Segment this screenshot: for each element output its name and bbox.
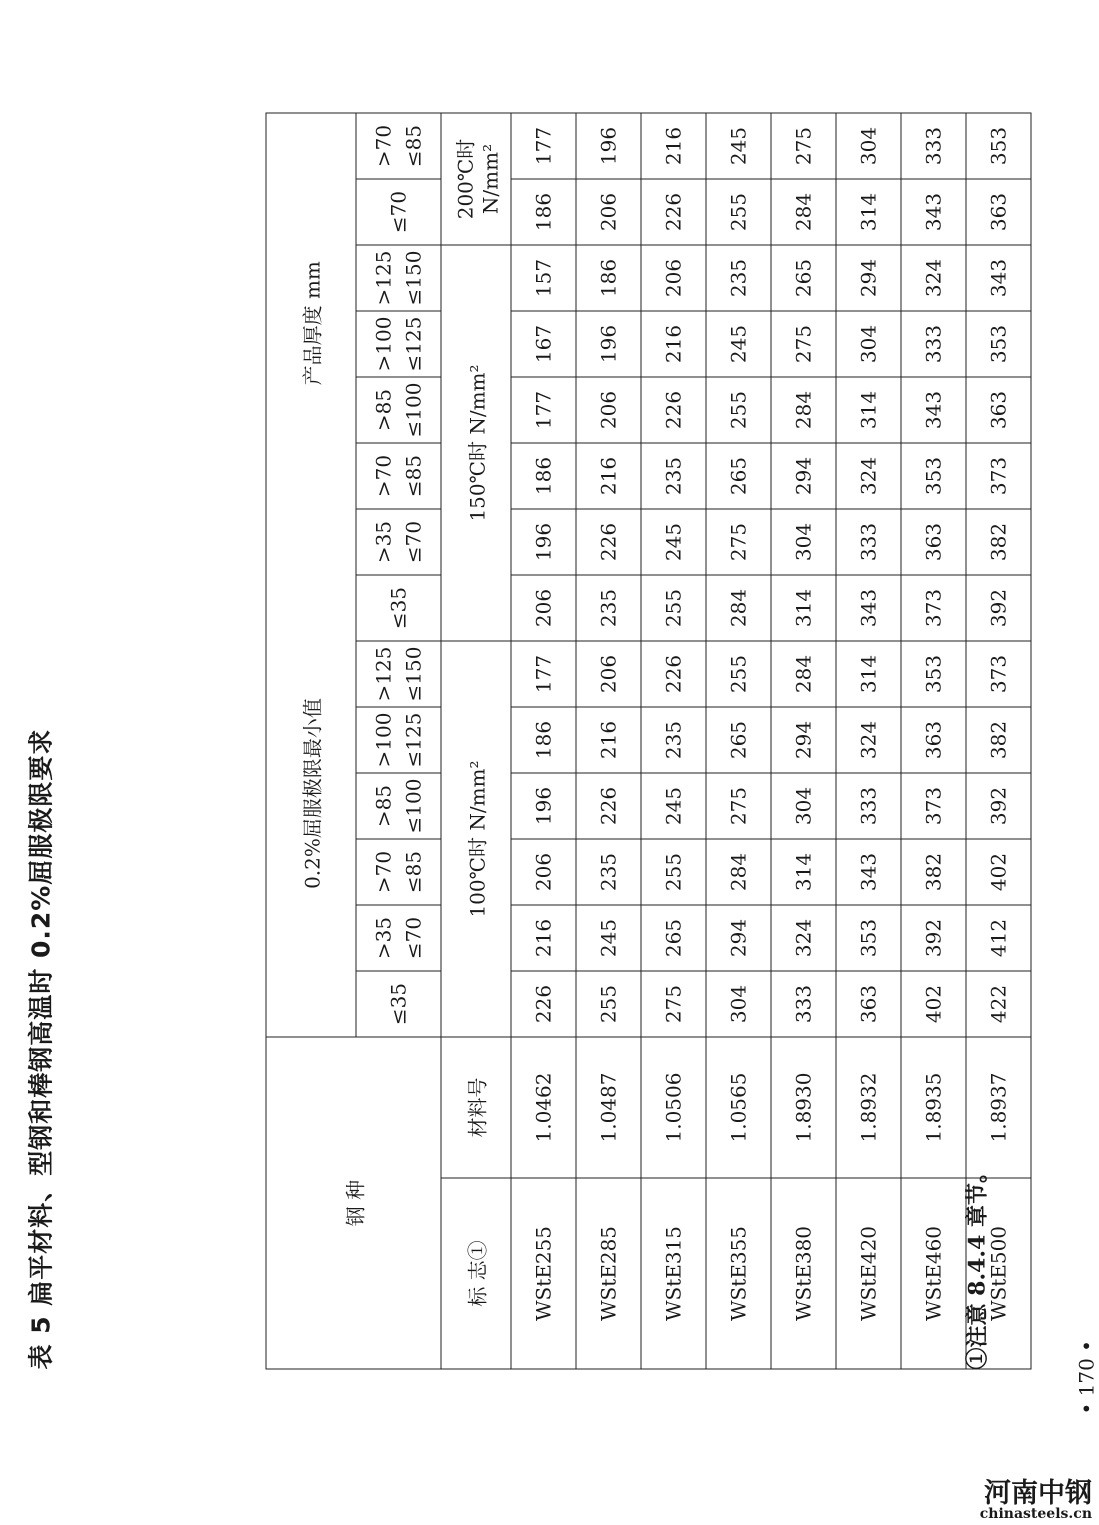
mark-cell: WStE285 xyxy=(576,1178,641,1369)
value-cell: 294 xyxy=(706,905,771,971)
value-cell: 196 xyxy=(511,773,576,839)
thickness-range-line: ≤85 xyxy=(401,850,426,894)
footnote: ①注意 8.4.4 章节。 xyxy=(964,1160,991,1370)
thickness-range-line: >85 xyxy=(371,784,396,828)
thickness-main-header xyxy=(266,113,356,1037)
value-cell: 304 xyxy=(836,113,901,179)
value-cell: 314 xyxy=(836,377,901,443)
value-cell: 324 xyxy=(771,905,836,971)
value-cell: 304 xyxy=(706,971,771,1037)
value-cell: 353 xyxy=(966,311,1031,377)
yield-min-label: 0.2%屈服极限最小值 xyxy=(300,698,325,889)
value-cell: 206 xyxy=(576,179,641,245)
thickness-range-line: ≤85 xyxy=(401,454,426,498)
table-row xyxy=(576,113,641,1369)
thickness-range-line: >70 xyxy=(371,124,396,168)
value-cell: 235 xyxy=(641,707,706,773)
value-cell: 402 xyxy=(901,971,966,1037)
temp-100-header: 100℃时 N/mm² xyxy=(441,641,511,1037)
thickness-range-line: ≤125 xyxy=(401,316,426,372)
value-cell: 177 xyxy=(511,377,576,443)
value-cell: 314 xyxy=(836,641,901,707)
value-cell: 196 xyxy=(511,509,576,575)
value-cell: 177 xyxy=(511,641,576,707)
thickness-range-cell xyxy=(356,443,441,509)
value-cell: 186 xyxy=(576,245,641,311)
mark-cell: WStE460 xyxy=(901,1178,966,1369)
value-cell: 235 xyxy=(576,839,641,905)
value-cell: 216 xyxy=(576,707,641,773)
value-cell: 235 xyxy=(576,575,641,641)
table-row xyxy=(706,113,771,1369)
mark-cell: WStE255 xyxy=(511,1178,576,1369)
mark-header: 标 志① xyxy=(441,1178,511,1369)
material-no-header: 材料号 xyxy=(441,1037,511,1178)
value-cell: 226 xyxy=(641,641,706,707)
table-row xyxy=(836,113,901,1369)
material-no-cell: 1.8937 xyxy=(966,1037,1031,1178)
material-no-cell: 1.0506 xyxy=(641,1037,706,1178)
value-cell: 186 xyxy=(511,443,576,509)
thickness-range-line: >35 xyxy=(371,520,396,564)
thickness-range-cell xyxy=(356,245,441,311)
value-cell: 304 xyxy=(771,773,836,839)
value-cell: 245 xyxy=(706,113,771,179)
value-cell: 382 xyxy=(966,509,1031,575)
value-cell: 216 xyxy=(511,905,576,971)
value-cell: 373 xyxy=(901,773,966,839)
value-cell: 255 xyxy=(641,575,706,641)
value-cell: 284 xyxy=(771,641,836,707)
thickness-range-line: >85 xyxy=(371,388,396,432)
value-cell: 265 xyxy=(771,245,836,311)
value-cell: 196 xyxy=(576,311,641,377)
value-cell: 324 xyxy=(836,707,901,773)
value-cell: 206 xyxy=(511,839,576,905)
thickness-range-line: ≤150 xyxy=(401,250,426,306)
value-cell: 206 xyxy=(576,641,641,707)
value-cell: 363 xyxy=(901,509,966,575)
value-cell: 275 xyxy=(771,113,836,179)
value-cell: 186 xyxy=(511,179,576,245)
value-cell: 382 xyxy=(901,839,966,905)
value-cell: 353 xyxy=(901,443,966,509)
steel-grade-header: 钢 种 xyxy=(266,1037,441,1369)
temp-200-header: 200℃时 N/mm² xyxy=(441,113,511,245)
mark-cell: WStE315 xyxy=(641,1178,706,1369)
temp-150-header: 150℃时 N/mm² xyxy=(441,245,511,641)
value-cell: 363 xyxy=(966,377,1031,443)
value-cell: 392 xyxy=(966,773,1031,839)
value-cell: 343 xyxy=(836,839,901,905)
value-cell: 412 xyxy=(966,905,1031,971)
thickness-range-line: ≤70 xyxy=(401,520,426,564)
value-cell: 314 xyxy=(771,839,836,905)
mark-cell: WStE500 xyxy=(966,1178,1031,1369)
value-cell: 275 xyxy=(706,773,771,839)
value-cell: 206 xyxy=(511,575,576,641)
value-cell: 245 xyxy=(641,773,706,839)
thickness-range-line: ≤100 xyxy=(401,778,426,834)
value-cell: 245 xyxy=(706,311,771,377)
value-cell: 265 xyxy=(641,905,706,971)
thickness-range-line: ≤35 xyxy=(386,982,411,1026)
table-row xyxy=(511,113,576,1369)
thickness-range-line: >70 xyxy=(371,454,396,498)
mark-cell: WStE380 xyxy=(771,1178,836,1369)
value-cell: 275 xyxy=(641,971,706,1037)
value-cell: 235 xyxy=(641,443,706,509)
thickness-range-cell xyxy=(356,971,441,1037)
thickness-range-line: >70 xyxy=(371,850,396,894)
thickness-range-line: >35 xyxy=(371,916,396,960)
thickness-range-line: ≤70 xyxy=(401,916,426,960)
value-cell: 206 xyxy=(641,245,706,311)
thickness-range-cell xyxy=(356,839,441,905)
table-title: 表 5 扁平材料、型钢和棒钢高温时 0.2%屈服极限要求 xyxy=(26,728,56,1370)
value-cell: 186 xyxy=(511,707,576,773)
table-row xyxy=(901,113,966,1369)
value-cell: 343 xyxy=(901,377,966,443)
thickness-range-cell xyxy=(356,377,441,443)
table-row xyxy=(641,113,706,1369)
value-cell: 226 xyxy=(576,509,641,575)
value-cell: 245 xyxy=(576,905,641,971)
value-cell: 294 xyxy=(836,245,901,311)
value-cell: 226 xyxy=(641,377,706,443)
value-cell: 382 xyxy=(966,707,1031,773)
value-cell: 265 xyxy=(706,707,771,773)
material-no-cell: 1.0462 xyxy=(511,1037,576,1178)
thickness-range-line: >100 xyxy=(371,712,396,768)
material-no-cell: 1.0487 xyxy=(576,1037,641,1178)
thickness-range-line: >125 xyxy=(371,250,396,306)
table-row xyxy=(771,113,836,1369)
value-cell: 255 xyxy=(641,839,706,905)
material-no-cell: 1.0565 xyxy=(706,1037,771,1178)
value-cell: 343 xyxy=(901,179,966,245)
value-cell: 255 xyxy=(706,179,771,245)
value-cell: 314 xyxy=(771,575,836,641)
value-cell: 157 xyxy=(511,245,576,311)
value-cell: 196 xyxy=(576,113,641,179)
value-cell: 216 xyxy=(576,443,641,509)
thickness-range-cell xyxy=(356,575,441,641)
thickness-range-cell xyxy=(356,311,441,377)
thickness-range-line: ≤125 xyxy=(401,712,426,768)
thickness-range-cell xyxy=(356,179,441,245)
thickness-range-cell xyxy=(356,707,441,773)
value-cell: 216 xyxy=(641,113,706,179)
value-cell: 255 xyxy=(576,971,641,1037)
value-cell: 333 xyxy=(771,971,836,1037)
watermark-url: chinasteels.cn xyxy=(979,1506,1092,1522)
material-no-cell: 1.8935 xyxy=(901,1037,966,1178)
value-cell: 343 xyxy=(836,575,901,641)
value-cell: 324 xyxy=(901,245,966,311)
value-cell: 177 xyxy=(511,113,576,179)
watermark xyxy=(972,1480,1092,1521)
value-cell: 353 xyxy=(901,641,966,707)
value-cell: 235 xyxy=(706,245,771,311)
value-cell: 284 xyxy=(706,575,771,641)
value-cell: 226 xyxy=(641,179,706,245)
value-cell: 265 xyxy=(706,443,771,509)
thickness-range-line: ≤100 xyxy=(401,382,426,438)
value-cell: 206 xyxy=(576,377,641,443)
value-cell: 167 xyxy=(511,311,576,377)
thickness-range-line: >125 xyxy=(371,646,396,702)
value-cell: 363 xyxy=(966,179,1031,245)
value-cell: 392 xyxy=(901,905,966,971)
value-cell: 422 xyxy=(966,971,1031,1037)
thickness-range-line: ≤35 xyxy=(386,586,411,630)
material-no-cell: 1.8930 xyxy=(771,1037,836,1178)
value-cell: 353 xyxy=(966,113,1031,179)
mark-cell: WStE420 xyxy=(836,1178,901,1369)
value-cell: 226 xyxy=(511,971,576,1037)
thickness-range-line: ≤85 xyxy=(401,124,426,168)
value-cell: 392 xyxy=(966,575,1031,641)
value-cell: 373 xyxy=(966,641,1031,707)
value-cell: 333 xyxy=(836,509,901,575)
thickness-range-cell xyxy=(356,113,441,179)
value-cell: 324 xyxy=(836,443,901,509)
yield-strength-table xyxy=(266,113,1032,1370)
value-cell: 402 xyxy=(966,839,1031,905)
value-cell: 304 xyxy=(836,311,901,377)
value-cell: 353 xyxy=(836,905,901,971)
value-cell: 333 xyxy=(836,773,901,839)
mark-cell: WStE355 xyxy=(706,1178,771,1369)
thickness-range-line: ≤150 xyxy=(401,646,426,702)
value-cell: 226 xyxy=(576,773,641,839)
thickness-range-cell xyxy=(356,773,441,839)
value-cell: 275 xyxy=(771,311,836,377)
material-no-cell: 1.8932 xyxy=(836,1037,901,1178)
thickness-range-cell xyxy=(356,509,441,575)
value-cell: 343 xyxy=(966,245,1031,311)
value-cell: 245 xyxy=(641,509,706,575)
thickness-range-cell xyxy=(356,641,441,707)
value-cell: 284 xyxy=(771,377,836,443)
value-cell: 284 xyxy=(771,179,836,245)
value-cell: 255 xyxy=(706,641,771,707)
value-cell: 304 xyxy=(771,509,836,575)
value-cell: 275 xyxy=(706,509,771,575)
page-number: • 170 • xyxy=(1074,1340,1099,1415)
thickness-range-line: >100 xyxy=(371,316,396,372)
value-cell: 333 xyxy=(901,113,966,179)
value-cell: 255 xyxy=(706,377,771,443)
watermark-name: 河南中钢 xyxy=(984,1478,1092,1509)
value-cell: 363 xyxy=(836,971,901,1037)
value-cell: 333 xyxy=(901,311,966,377)
rotated-page xyxy=(1,0,1099,1525)
value-cell: 373 xyxy=(901,575,966,641)
value-cell: 373 xyxy=(966,443,1031,509)
value-cell: 314 xyxy=(836,179,901,245)
value-cell: 294 xyxy=(771,443,836,509)
value-cell: 294 xyxy=(771,707,836,773)
thickness-range-line: ≤70 xyxy=(386,190,411,234)
value-cell: 363 xyxy=(901,707,966,773)
value-cell: 216 xyxy=(641,311,706,377)
thickness-label: 产品厚度 mm xyxy=(300,261,325,386)
thickness-range-cell xyxy=(356,905,441,971)
value-cell: 284 xyxy=(706,839,771,905)
